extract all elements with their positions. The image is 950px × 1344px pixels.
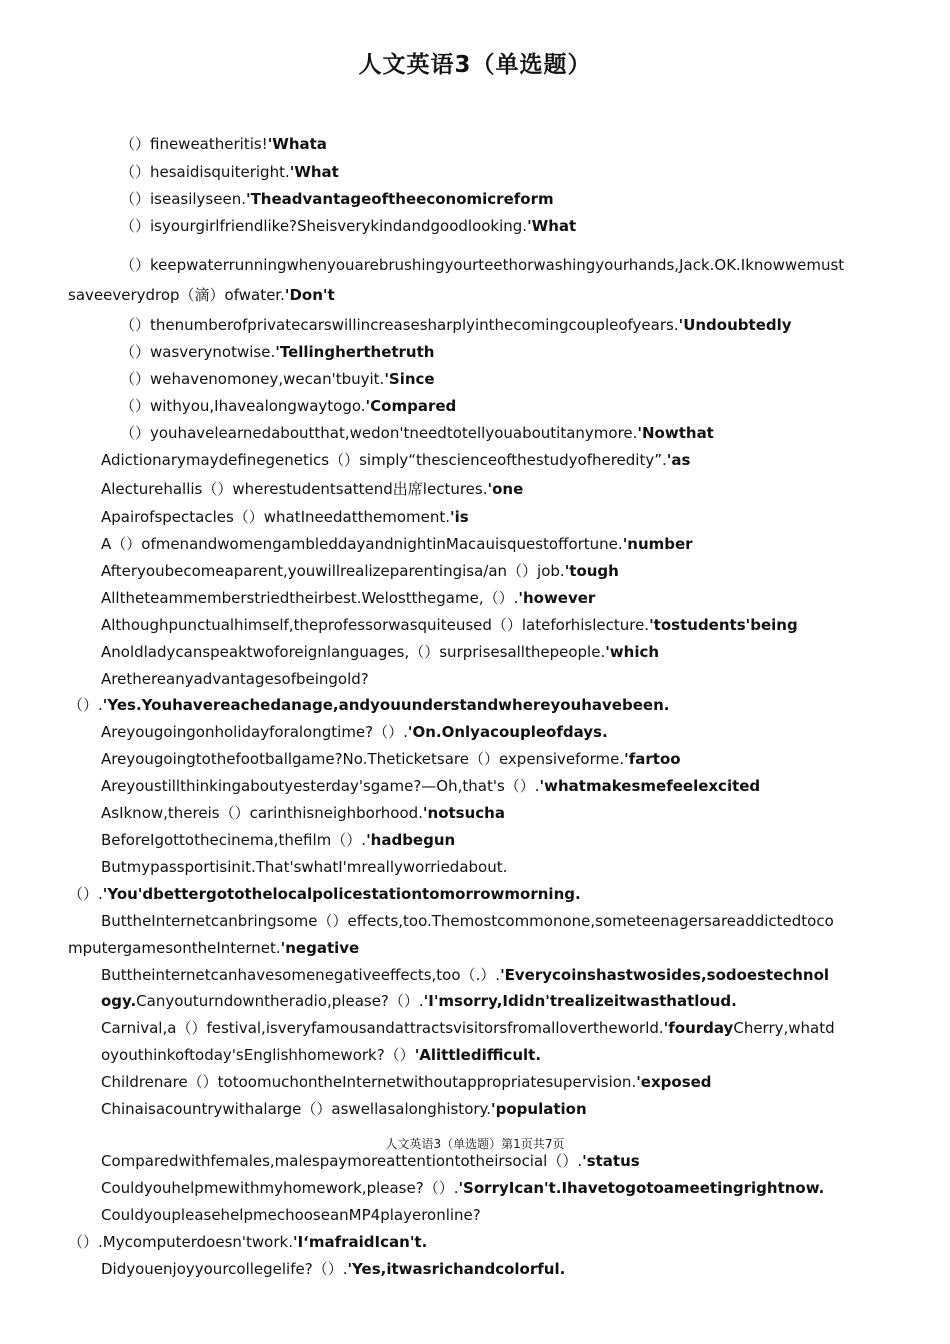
- question-item-continued: （）.'You'dbettergotothelocalpolicestationtomorrowmorning.: [68, 885, 581, 903]
- question-item: BeforeIgottothecinema,thefilm（）.'hadbegun: [101, 831, 456, 849]
- question-item: （）withyou,Ihavealongwaytogo.'Compared: [120, 397, 457, 415]
- question-item: Alecturehallis（）wherestudentsattend出席lectures.'one: [101, 480, 524, 498]
- question-item-continued: saveeverydrop（滴）ofwater.'Don't: [68, 286, 335, 304]
- question-item: Buttheinternetcanhavesomenegativeeffects,too（.）.'Everycoinshastwosides,sodoestechnol: [101, 966, 830, 984]
- question-item: Althoughpunctualhimself,theprofessorwasquiteused（）lateforhislecture.'tostudents'being: [101, 616, 798, 634]
- question-item: A（）ofmenandwomengambleddayandnightinMacauisquestoffortune.'number: [101, 535, 693, 553]
- question-item: （）wasverynotwise.'Tellingherthetruth: [120, 343, 435, 361]
- question-item: Areyougoingonholidayforalongtime?（）.'On.Onlyacoupleofdays.: [101, 723, 608, 741]
- question-item: Apairofspectacles（）whatIneedatthemoment.'is: [101, 508, 469, 526]
- question-item: （）thenumberofprivatecarswillincreasesharplyinthecomingcoupleofyears.'Undoubtedly: [120, 316, 792, 334]
- question-item: （）iseasilyseen.'Theadvantageoftheeconomicreform: [120, 190, 554, 208]
- question-item: Anoldladycanspeaktwoforeignlanguages,（）surprisesallthepeople.'which: [101, 643, 660, 661]
- question-item: （）wehavenomoney,wecan'tbuyit.'Since: [120, 370, 435, 388]
- question-item: （）keepwaterrunningwhenyouarebrushingyourteethorwashingyourhands,Jack.OK.Iknowwemust: [120, 256, 845, 274]
- question-item: AsIknow,thereis（）carinthisneighborhood.'notsucha: [101, 804, 505, 822]
- question-item: Adictionarymaydefinegenetics（）simply“thescienceofthestudyofheredity”.'as: [101, 451, 691, 469]
- question-item: Comparedwithfemales,malespaymoreattentiontotheirsocial（）.'status: [101, 1152, 640, 1170]
- question-item: CouldyoupleasehelpmechooseanMP4playeronline?: [101, 1206, 481, 1224]
- question-item: （）youhavelearnedaboutthat,wedon'tneedtotellyouaboutitanymore.'Nowthat: [120, 424, 714, 442]
- question-item: Areyougoingtothefootballgame?No.Theticketsare（）expensiveforme.'fartoo: [101, 750, 681, 768]
- question-item-continued: mputergamesontheInternet.'negative: [68, 939, 360, 957]
- question-item: Arethereanyadvantagesofbeingold?: [101, 670, 369, 688]
- question-item: Afteryoubecomeaparent,youwillrealizeparentingisa/an（）job.'tough: [101, 562, 619, 580]
- question-item-continued: oyouthinkoftoday'sEnglishhomework?（）'Alittledifficult.: [101, 1046, 542, 1064]
- question-item: Couldyouhelpmewithmyhomework,please?（）.'SorryIcan't.Ihavetogotoameetingrightnow.: [101, 1179, 825, 1197]
- question-item-continued: ogy.Canyouturndowntheradio,please?（）.'I'msorry,Ididn'trealizeitwasthatloud.: [101, 992, 737, 1010]
- question-item: Chinaisacountrywithalarge（）aswellasalonghistory.'population: [101, 1100, 587, 1118]
- question-item-continued: （）.'Yes.Youhavereachedanage,andyouunderstandwhereyouhavebeen.: [68, 696, 670, 714]
- question-item: Didyouenjoyyourcollegelife?（）.'Yes,itwasrichandcolorful.: [101, 1260, 566, 1278]
- question-item: Alltheteammemberstriedtheirbest.Welostthegame,（）.'however: [101, 589, 596, 607]
- question-item: Childrenare（）totoomuchontheInternetwithoutappropriatesupervision.'exposed: [101, 1073, 712, 1091]
- question-item: （）hesaidisquiteright.'What: [120, 163, 339, 181]
- question-item: （）isyourgirlfriendlike?Sheisverykindandgoodlooking.'What: [120, 217, 577, 235]
- page-footer: 人文英语3（单选题）第1页共7页: [385, 1137, 565, 1151]
- document-title: 人文英语3（单选题）: [358, 52, 592, 78]
- question-item: Carnival,a（）festival,isveryfamousandattractsvisitorsfromallovertheworld.'fourdayCherry,whatd: [101, 1019, 835, 1037]
- question-item-continued: （）.Mycomputerdoesn'twork.'I‘mafraidIcan't.: [68, 1233, 428, 1251]
- question-item: Areyoustillthinkingaboutyesterday'sgame?—Oh,that's（）.'whatmakesmefeelexcited: [101, 777, 761, 795]
- question-item: ButtheInternetcanbringsome（）effects,too.Themostcommonone,someteenagersareaddictedtoco: [101, 912, 834, 930]
- question-item: （）fineweatheritis!'Whata: [120, 135, 327, 153]
- question-item: Butmypassportisinit.That'swhatI'mreallyworriedabout.: [101, 858, 508, 876]
